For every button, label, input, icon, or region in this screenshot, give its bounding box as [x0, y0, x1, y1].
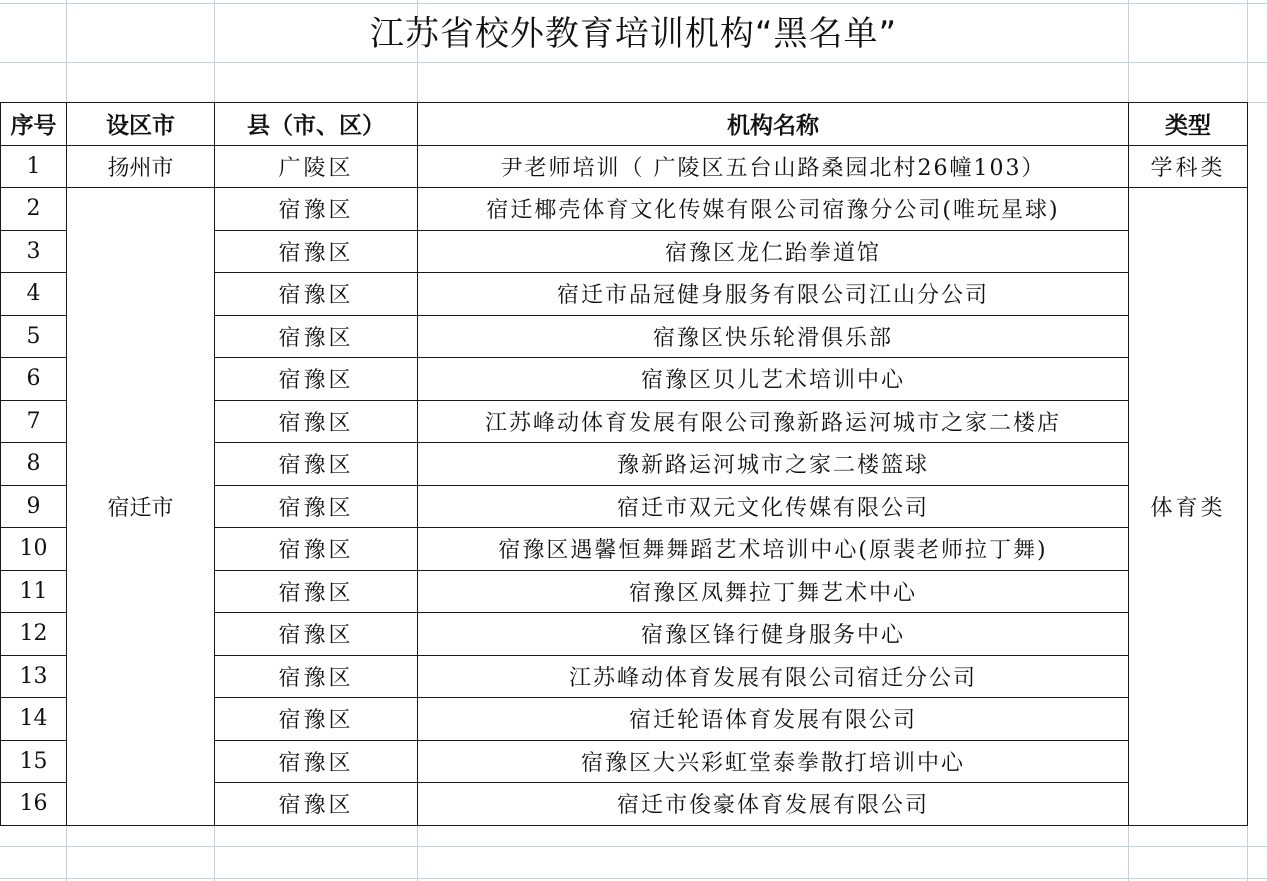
org-name-cell: 宿豫区凤舞拉丁舞艺术中心: [418, 570, 1129, 613]
county-cell: 宿豫区: [215, 740, 418, 783]
table-row: [1, 145, 1248, 188]
org-name-cell: 宿豫区龙仁跆拳道馆: [418, 230, 1129, 273]
row-index: 11: [1, 570, 67, 613]
row-index: 3: [1, 230, 67, 273]
county-cell: 宿豫区: [215, 485, 418, 528]
header-city: 设区市: [67, 103, 215, 146]
county-cell: 广陵区: [215, 145, 418, 188]
org-name-cell: 宿豫区大兴彩虹堂泰拳散打培训中心: [418, 740, 1129, 783]
county-cell: 宿豫区: [215, 698, 418, 741]
table-row: [1, 188, 1248, 231]
org-name-cell: 尹老师培训（ 广陵区五台山路桑园北村26幢103）: [418, 145, 1129, 188]
page-title: 江苏省校外教育培训机构“黑名单”: [369, 14, 898, 54]
row-index: 7: [1, 400, 67, 443]
row-index: 16: [1, 783, 67, 826]
county-cell: 宿豫区: [215, 188, 418, 231]
county-cell: 宿豫区: [215, 613, 418, 656]
county-cell: 宿豫区: [215, 358, 418, 401]
county-cell: 宿豫区: [215, 400, 418, 443]
org-name-cell: 宿豫区贝儿艺术培训中心: [418, 358, 1129, 401]
row-index: 12: [1, 613, 67, 656]
type-cell: 学科类: [1129, 145, 1248, 188]
header-county: 县（市、区）: [215, 103, 418, 146]
org-name-cell: 宿迁椰壳体育文化传媒有限公司宿豫分公司(唯玩星球): [418, 188, 1129, 231]
header-row: [1, 103, 1248, 146]
county-cell: 宿豫区: [215, 528, 418, 571]
grid-row-line: [0, 3, 1267, 4]
county-cell: 宿豫区: [215, 230, 418, 273]
row-index: 2: [1, 188, 67, 231]
row-index: 13: [1, 655, 67, 698]
org-name-cell: 宿豫区锋行健身服务中心: [418, 613, 1129, 656]
county-cell: 宿豫区: [215, 315, 418, 358]
row-index: 5: [1, 315, 67, 358]
org-name-cell: 宿迁市双元文化传媒有限公司: [418, 485, 1129, 528]
county-cell: 宿豫区: [215, 570, 418, 613]
row-index: 9: [1, 485, 67, 528]
grid-row-line: [0, 878, 1267, 879]
county-cell: 宿豫区: [215, 443, 418, 486]
city-cell: 扬州市: [67, 145, 215, 188]
county-cell: 宿豫区: [215, 655, 418, 698]
row-index: 10: [1, 528, 67, 571]
org-name-cell: 宿豫区遇馨恒舞舞蹈艺术培训中心(原裴老师拉丁舞): [418, 528, 1129, 571]
type-cell: 体育类: [1129, 188, 1248, 826]
org-name-cell: 江苏峰动体育发展有限公司宿迁分公司: [418, 655, 1129, 698]
row-index: 6: [1, 358, 67, 401]
county-cell: 宿豫区: [215, 783, 418, 826]
header-name: 机构名称: [418, 103, 1129, 146]
row-index: 8: [1, 443, 67, 486]
org-name-cell: 宿迁轮语体育发展有限公司: [418, 698, 1129, 741]
blacklist-table: [0, 102, 1248, 826]
org-name-cell: 宿迁市俊豪体育发展有限公司: [418, 783, 1129, 826]
grid-row-line: [0, 846, 1267, 847]
header-type: 类型: [1129, 103, 1248, 146]
row-index: 1: [1, 145, 67, 188]
row-index: 15: [1, 740, 67, 783]
county-cell: 宿豫区: [215, 273, 418, 316]
org-name-cell: 宿迁市品冠健身服务有限公司江山分公司: [418, 273, 1129, 316]
row-index: 14: [1, 698, 67, 741]
org-name-cell: 宿豫区快乐轮滑俱乐部: [418, 315, 1129, 358]
header-index: 序号: [1, 103, 67, 146]
org-name-cell: 江苏峰动体育发展有限公司豫新路运河城市之家二楼店: [418, 400, 1129, 443]
org-name-cell: 豫新路运河城市之家二楼篮球: [418, 443, 1129, 486]
row-index: 4: [1, 273, 67, 316]
grid-row-line: [0, 62, 1267, 63]
city-cell: 宿迁市: [67, 188, 215, 826]
